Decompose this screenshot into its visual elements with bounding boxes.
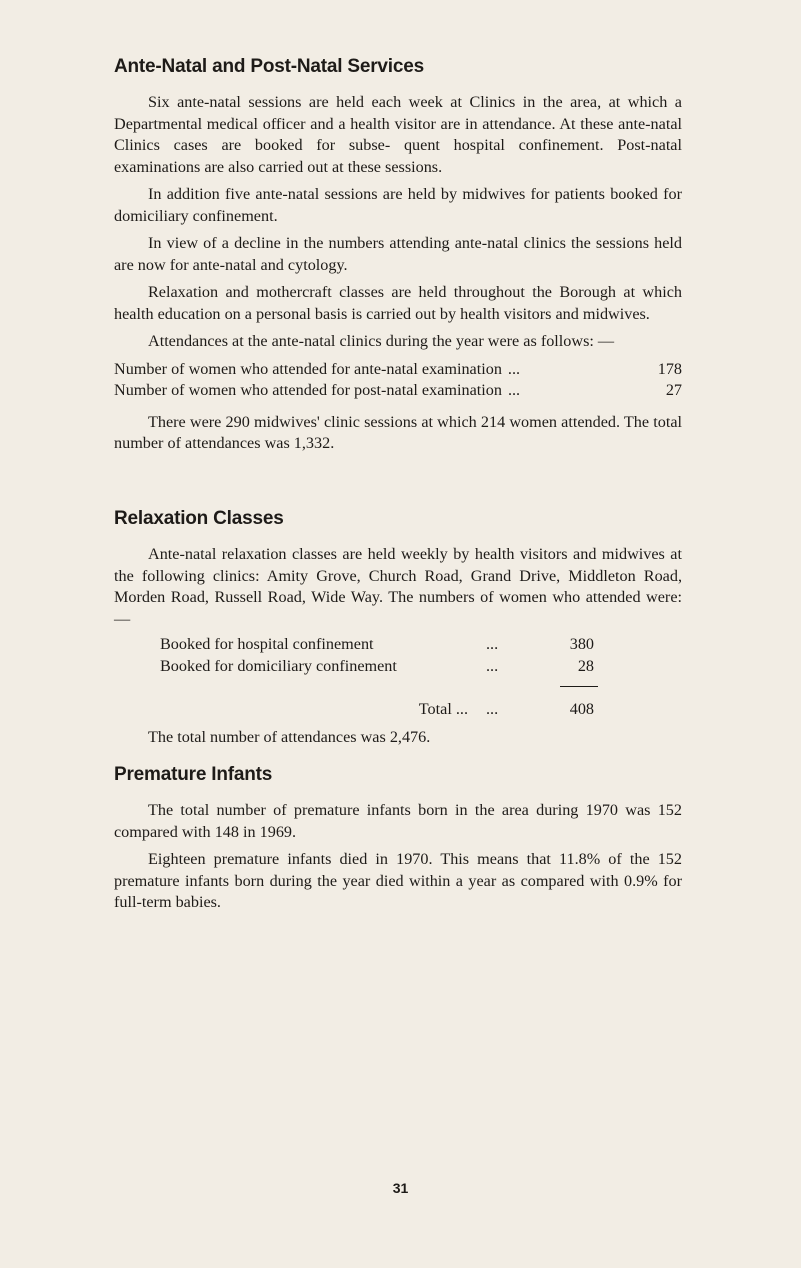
paragraph: In addition five ante-natal sessions are held by midwives for patients booked for domiciliary confinement. <box>114 185 682 225</box>
total-row <box>160 699 682 721</box>
paragraph: There were 290 midwives' clinic sessions at which 214 women attended. The total number of attendances was 1,332. <box>114 412 682 452</box>
row-label: Number of women who attended for ante-natal examination <box>114 359 502 378</box>
relaxation-section <box>114 508 682 748</box>
paragraph: Relaxation and mothercraft classes are held throughout the Borough at which health education on a personal basis is carried out by health visitors and midwives. <box>114 283 682 323</box>
row-value: 380 <box>569 635 594 653</box>
relaxation-table <box>114 634 682 721</box>
paragraph: Attendances at the ante-natal clinics during the year were as follows: — <box>148 332 615 350</box>
antenatal-count-row <box>114 359 682 381</box>
paragraph: Ante-natal relaxation classes are held weekly by health visitors and midwives at the following clinics: Amity Grove, Church Road, Grand Drive, Middleton Road, Morden Road, Russell Road, Wide Way. The numbers of women who attended were: — <box>114 545 682 628</box>
table-row <box>160 634 682 656</box>
section-heading-antenatal: Ante-Natal and Post-Natal Services <box>114 56 424 77</box>
row-value: 28 <box>577 656 594 675</box>
total-value: 408 <box>569 700 594 718</box>
section-heading-premature: Premature Infants <box>114 764 273 785</box>
paragraph: Eighteen premature infants died in 1970. This means that 11.8% of the 152 premature infants born during the year died within a year as compared with 0.9% for full-term babies. <box>114 850 682 911</box>
row-label: Number of women who attended for post-natal examination <box>114 381 502 399</box>
leader-dots: ... <box>507 359 521 378</box>
page-number: 31 <box>392 1180 409 1196</box>
row-label: Booked for domiciliary confinement <box>160 656 397 675</box>
paragraph: In view of a decline in the numbers attending ante-natal clinics the sessions held are now for ante-natal and cytology. <box>114 234 682 274</box>
row-value: 27 <box>665 381 682 399</box>
antenatal-section <box>114 56 682 455</box>
section-heading-relaxation: Relaxation Classes <box>114 508 284 529</box>
total-rule <box>160 677 682 699</box>
row-value: 178 <box>657 359 682 378</box>
leader-dots: ... <box>486 656 499 675</box>
leader-dots: ... <box>486 635 499 653</box>
row-label: Booked for hospital confinement <box>160 635 374 653</box>
paragraph: The total number of attendances was 2,476. <box>148 727 431 746</box>
leader-dots: ... <box>486 700 499 718</box>
total-label: Total ... <box>418 700 468 718</box>
postnatal-count-row <box>114 380 682 402</box>
premature-section <box>114 764 682 914</box>
paragraph: The total number of premature infants born in the area during 1970 was 152 compared with 148 in 1969. <box>114 801 682 841</box>
table-row <box>160 656 682 678</box>
paragraph: Six ante-natal sessions are held each week at Clinics in the area, at which a Departmental medical officer and a health visitor are in attendance. At these ante-natal Clinics cases are booked for subse- quent hospital confinement. Post-natal examinations are also carried out at these sessions. <box>114 93 682 176</box>
leader-dots: ... <box>507 381 521 399</box>
